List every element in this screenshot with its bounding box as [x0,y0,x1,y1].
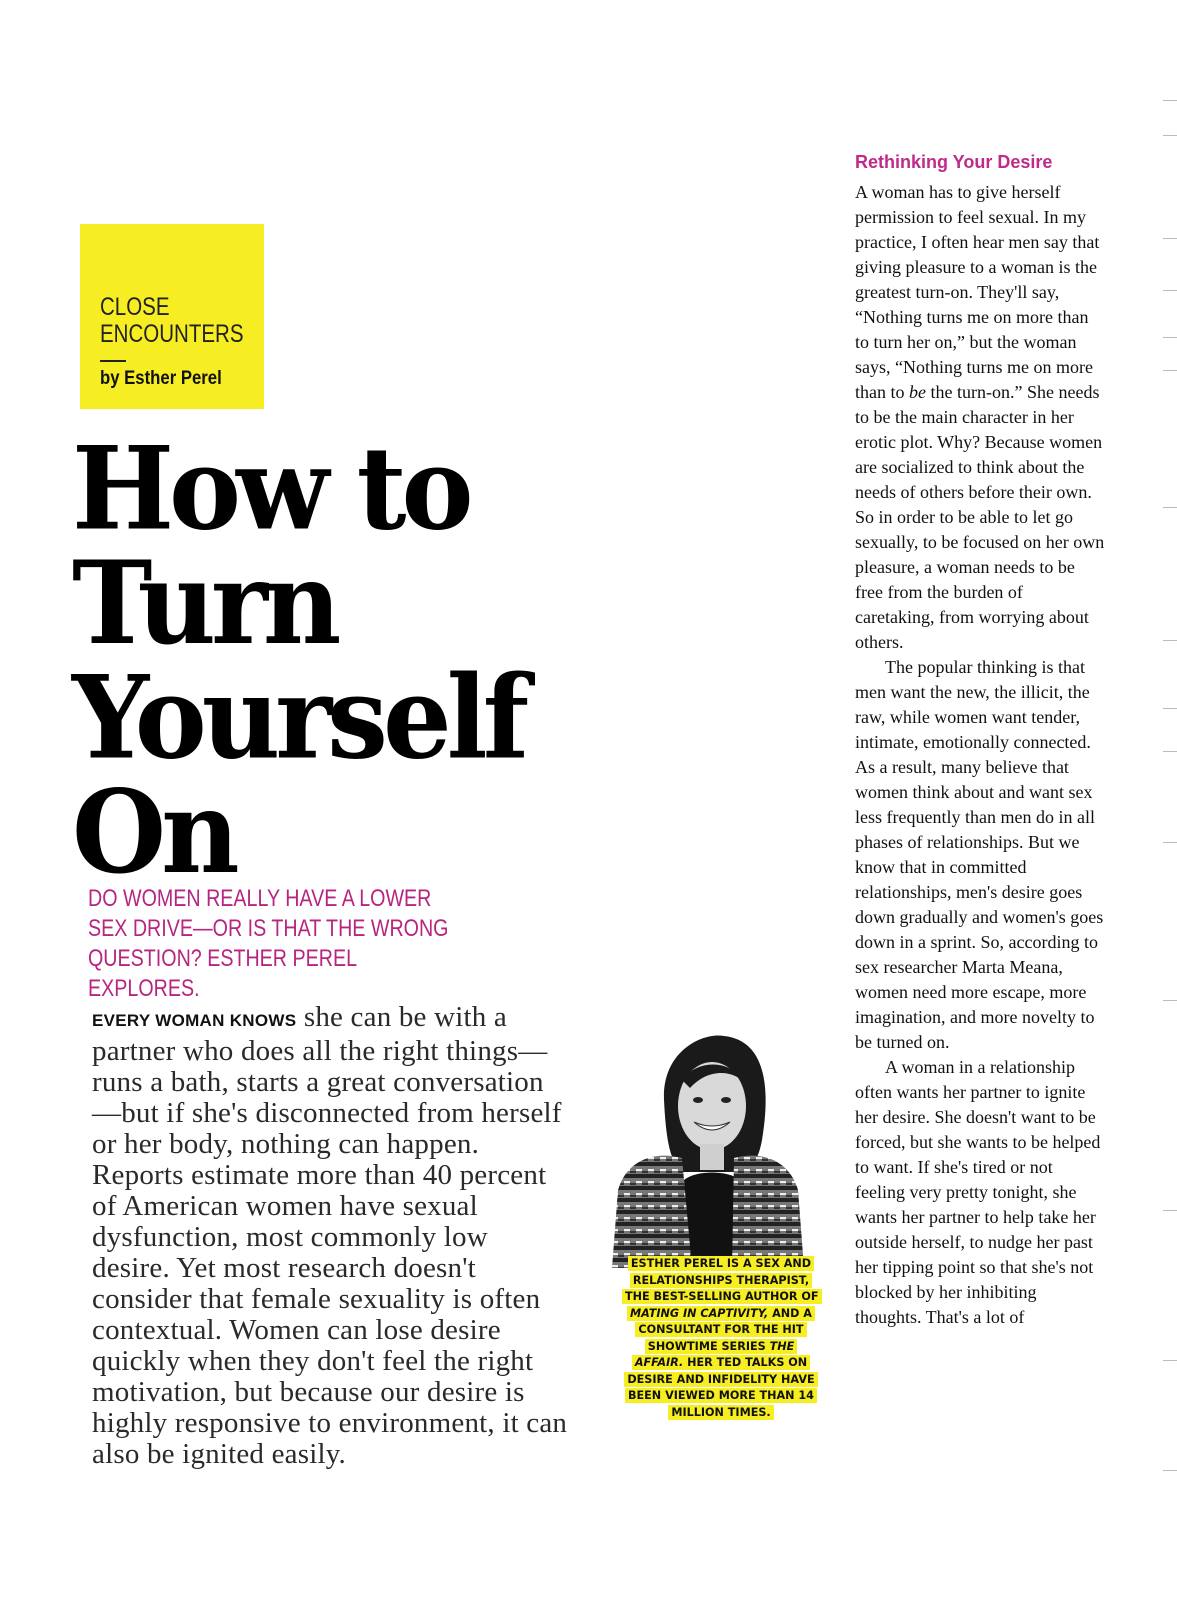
portrait-caption: ESTHER PEREL IS A SEX AND RELATIONSHIPS THERAPIST, THE BEST-SELLING AUTHOR OF MATING IN CAPTIVITY, AND A CONSULTANT FOR THE HIT SHOWTIME SERIES THE AFFAIR. HER TED TALKS ON DESIRE AND INFIDELITY HAVE BEEN VIEWED MORE THAN 14 MILLION TIMES. [622,1256,820,1421]
headline-line-2: Turn [72,536,337,671]
kicker-rule [100,360,126,362]
page-title [72,422,632,900]
sidebar-title: Rethinking Your Desire [855,152,1053,172]
author-portrait [612,1030,804,1268]
sidebar-column [855,180,1105,1330]
headline-line-4: On [72,765,235,900]
sidebar-paragraph-1: A woman has to give herself permission to feel sexual. In my practice, I often hear men say that giving pleasure to a woman is the greatest turn-on. They'll say, “Nothing turns me on more than to turn her on,” but the woman says, “Nothing turns me on more than to be the turn-on.” She needs to be the main character in her erotic plot. Why? Because women are socialized to think about the needs of others before their own. So in order to be able to let go sexually, to be focused on her own pleasure, a woman needs to be free from the burden of caretaking, from worrying about others. [855,182,1105,652]
byline: by Esther Perel [100,368,222,389]
lead-in: EVERY WOMAN KNOWS [92,1011,297,1030]
headline-line-3: Yourself [72,651,525,785]
intro-text: she can be with a partner who does all the right things—runs a bath, starts a great conversation—but if she's disconnected from herself or her body, nothing can happen. Reports estimate more than 40 percent of American women have sexual dysfunction, most commonly low desire. Yet most research doesn't consider that female sexuality is often contextual. Women can lose desire quickly when they don't feel the right motivation, but because our desire is highly responsive to environment, it can also be ignited easily. [92,1001,568,1470]
sidebar-paragraph-3: A woman in a relationship often wants her partner to ignite her desire. She doesn't want to be forced, but she wants to be helped to want. If she's tired or not feeling very pretty tonight, she wants her partner to help take her outside herself, to nudge her past her tipping point so that she's not blocked by her inhibiting thoughts. That's a lot of [855,1057,1101,1327]
kicker-box [80,224,264,409]
headline-line-1: How to [72,422,469,557]
intro-paragraph [92,1002,572,1470]
sidebar-paragraph-2: The popular thinking is that men want the new, the illicit, the raw, while women want tender, intimate, emotionally connected. As a result, many believe that women think about and want sex less frequently than men do in all phases of relationships. But we know that in committed relationships, men's desire goes down gradually and women's goes down in a sprint. So, according to sex researcher Marta Meana, women need more escape, more imagination, and more novelty to be turned on. [855,657,1104,1052]
deck-subtitle: DO WOMEN REALLY HAVE A LOWER SEX DRIVE—OR IS THAT THE WRONG QUESTION? ESTHER PEREL EXPLORES. [88,885,449,1002]
portrait-jacket [612,1156,692,1268]
section-label: CLOSE ENCOUNTERS [100,293,244,348]
